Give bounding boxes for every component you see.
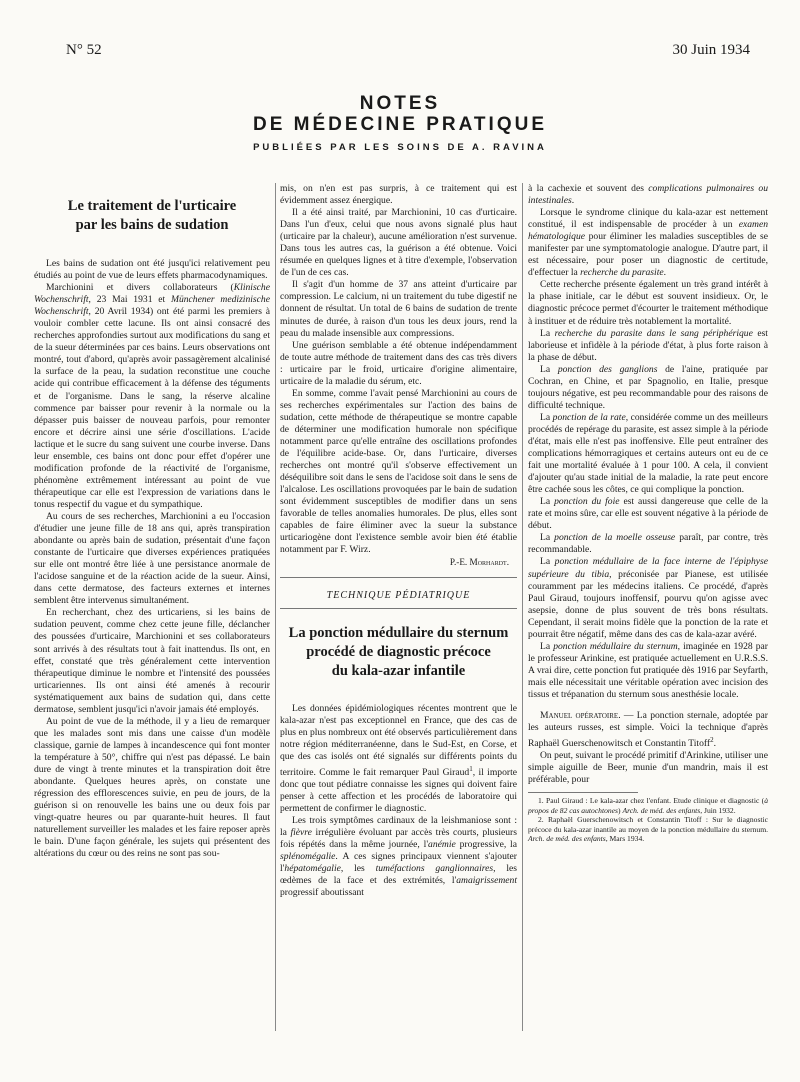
article2-continued-paragraph: La ponction médullaire du sternum, imaginée en 1928 par le professeur Arinkine, est pratiquée actuellement en U.R.S.S. A vrai dire, cette ponction fut pratiquée dès 1916 par Seyfarth, mais elle nécessitait une véritable opération avec incision des tissus et trépanation du sternum sous anesthésie locale.: [528, 640, 768, 700]
section-label: TECHNIQUE PÉDIATRIQUE: [326, 589, 471, 601]
article1-continued-paragraph: Il s'agit d'un homme de 37 ans atteint d'urticaire par compression. Le calcium, ni un traitement du tube digestif ne donnent de résultat. Un total de 6 bains de sudation de trente minutes de durée, à raison d'un tous les deux jours, rend la peau du malade insensible aux compressions.: [280, 279, 517, 339]
article2-continued-paragraph: La ponction de la moelle osseuse paraît, par contre, très recommandable.: [528, 532, 768, 556]
article1-continued-paragraph: Une guérison semblable a été obtenue indépendamment de toute autre méthode de traitement dans des cas très divers : urticaire par le froid, urticaire d'origine alimentaire, urticaire de la maladie du sérum, etc.: [280, 339, 517, 387]
column-2: [280, 183, 517, 899]
column-3: [528, 183, 768, 844]
article1-continued-paragraph: En somme, comme l'avait pensé Marchionini au cours de ses recherches expérimentales sur l'action des bains de sudation, cette méthode de thérapeutique se montre capable de déterminer une modification humorale non spécifique notamment parce qu'elle entraîne des oscillations profondes de l'équilibre acide-base. Or, dans l'urticaire, diverses recherches ont montré qu'il s'observe effectivement un déséquilibre soit dans le sens de l'acidose soit dans le sens de l'alcalose. Les oscillations provoquées par le bain de sudation sont évidemment susceptibles de modifier dans un sens favorable de telles anomalies humorales. De plus, elles sont capables de faire éliminer avec la sueur la substance urticariogène dont l'existence semble avoir bien été établie notamment par F. Wirz.: [280, 387, 517, 556]
article2-continued-paragraph: à la cachexie et souvent des complications pulmonaires ou intestinales.: [528, 183, 768, 207]
article1-title-line2: par les bains de sudation: [75, 217, 229, 233]
article2-paragraph: Les données épidémiologiques récentes montrent que le kala-azar n'est pas exceptionnel en France, que des cas de plus en plus nombreux ont été observés particulièrement dans notre région méditerranéenne, dans le Sud-Est, en Corse, et que des cas isolés ont été signalés sur différents points du territoire. Comme le fait remarquer Paul Giraud$^1$, il importe donc que tout pédiatre connaisse les signes qui doivent faire penser à cette affection et les procédés de laboratoire qui permettent de confirmer le diagnostic.: [280, 702, 517, 815]
article2-continued-paragraph: La ponction médullaire de la face interne de l'épiphyse supérieure du tibia, préconisée par Pianese, est utilisée couramment par les médecins italiens. Ce procédé, d'après Paul Giraud, toujours inoffensif, pourvu qu'on agisse avec asepsie, donne de plus souvent de très bons résultats. Cependant, il serait moins fidèle que la ponction de la rate et pourrait être négatif, même dans des cas de kala-azar avéré.: [528, 556, 769, 640]
subheading: Manuel opératoire.: [540, 710, 621, 722]
article-separator-rule: [280, 577, 517, 578]
article1-signature: P.-E. Morhardt.: [449, 557, 509, 568]
column-1: [34, 183, 270, 860]
article2-title-line3: du kala-azar infantile: [331, 662, 466, 679]
article2-continued-paragraph: La ponction de la rate, considérée comme un des meilleurs procédés de repérage du parasite, est assez simple à la période d'état, mais elle n'est pas inoffensive. Elle peut entraîner des complications hémorragiques et certains auteurs ont eu de ce fait une mortalité évaluée à 1 pour 100. A cela, il convient d'ajouter qu'au stade initial de la maladie, la rate peut encore être cachée sous les côtes, ce qui complique la ponction.: [528, 411, 768, 496]
article1-paragraph: En recherchant, chez des urticariens, si les bains de sudation peuvent, comme chez cette jeune fille, déclancher des poussées d'urticaire, Marchionini et ses collaborateurs sont arrivés à des résultats tout à fait inattendus. Ils ont, en effet, constaté que très généralement cette intervention thérapeutique diminue le nombre et l'intensité des poussées urticariennes. Ils ont ainsi été amenés à recourir systématiquement aux bains de sudation qui, dans cette dermatose, semblent jusqu'ici n'avoir jamais été employés.: [34, 607, 270, 715]
article1-continued-paragraph: mis, on n'en est pas surpris, à ce traitement qui est évidemment assez énergique.: [280, 183, 517, 207]
masthead-line2: DE MÉDECINE PRATIQUE: [252, 114, 547, 135]
footnote-ref: 1: [469, 764, 473, 773]
article1-paragraph: Au cours de ses recherches, Marchionini a eu l'occasion d'étudier une jeune fille de 18 ans qui, après transpiration abondante ou après bain de sudation, présentait d'une façon constante de l'urticaire que diverses expériences pratiquées sur elle ont montré être liée à une persistance anormale de l'acidose sanguine et de la réaction acide de la sueur. Ainsi, dans cette dermatose, des facteurs externes et internes semblent être intervenus simultanément.: [34, 510, 270, 607]
column-divider-left: [275, 183, 276, 1031]
article1-continued-paragraph: Il a été ainsi traité, par Marchionini, 10 cas d'urticaire. Dans l'un d'eux, celui que nous avons signalé plus haut (urticaire par la chaleur), aucune amélioration n'est survenue. Dans tous les autres cas, la guérison a été obtenue. Voici résumée en quelques lignes et à titre d'exemple, l'observation de l'un de ces cas.: [280, 207, 517, 279]
article2-continued-paragraph: La ponction du foie est aussi dangereuse que celle de la rate et moins sûre, car elle est souvent négative à la période de début.: [528, 496, 768, 532]
article2-continued-paragraph: La ponction des ganglions de l'aine, pratiquée par Cochran, en Chine, et par Spagnolio, en Italie, presque toujours négative, est peu recommandable pour des raisons de difficulté technique.: [528, 363, 768, 411]
article1-title-line1: Le traitement de l'urticaire: [67, 198, 237, 214]
article1-paragraph: Marchionini et divers collaborateurs (Klinische Wochenschrift, 23 Mai 1931 et Münchener medizinische Wochenschrift, 20 Avril 1934) ont été parmi les premiers à vouloir combler cette lacune. Ils ont ainsi consacré des recherches approfondies surtout aux modifications du sang et de la sueur déterminées par ces bains. Leurs observations ont montré, tout d'abord, qu'après avoir passagèrement alcalinisé la surface de la peau, la sudation reconstitue une couche acide qui contribue efficacement à la défense des téguments et de l'organisme. Dans le sang, la réserve alcaline commence par baisser pour revenir à la normale ou la dépasser puis baisser de nouveau parfois, pour remonter encore et décrire ainsi une série d'oscillations. L'acide lactique et le sucre du sang suivent une courbe inverse. Dans leur ensemble, ces bains ont donc pour effet d'opérer une modification profonde de la réactivité de l'organisme, phénomène extrêmement intéressant au point de vue thérapeutique car elle est l'expression de variations dans le tonus respectif du vague et du sympathique.: [34, 282, 270, 510]
article1-paragraph: Les bains de sudation ont été jusqu'ici relativement peu étudiés au point de vue de leurs effets pharmacodynamiques.: [34, 258, 270, 282]
issue-date: 30 Juin 1934: [672, 42, 750, 58]
article1-paragraph: Au point de vue de la méthode, il y a lieu de remarquer que les malades sont mis dans une caisse d'un modèle classique, garnie de lampes à incandescence qui font monter la température à 50°, chiffre qui n'est pas dépassé. Le bain dure de vingt à trente minutes et la transpiration doit être abondante. Quelques heures après, on constate une régression des efflorescences suivie, en peu de jours, de la guérison si on renouvelle les bains une ou deux fois par vingt-quatre heures ou par quarante-huit heures. Il faut naturellement surveiller les malades et les faire reposer après le bain. D'une façon générale, les sujets qui présentent des altérations du cœur ou des reins ne sont pas sou-: [34, 715, 270, 860]
article2-continued-paragraph: La recherche du parasite dans le sang périphérique est laborieuse et infidèle à la période d'état, à plus forte raison à la phase de début.: [528, 327, 768, 363]
column-divider-right: [522, 183, 523, 1031]
footnote-2: 2. Raphaël Guerschenowitsch et Constantin Titoff : Sur le diagnostic précoce du kala-azar inantile au moyen de la ponction médullaire du sternum. Arch. de méd. des enfants, Mars 1934.: [528, 815, 768, 844]
article2-title-line1: La ponction médullaire du sternum: [288, 624, 509, 641]
article2-paragraph: Les trois symptômes cardinaux de la leishmaniose sont : la fièvre irrégulière évoluant par accès très courts, plusieurs fois répétés dans la même journée, l'anémie progressive, la splénomégalie. A ces signes principaux viennent s'ajouter l'hépatomégalie, les tuméfactions ganglionnaires, les œdèmes de la face et des extrémités, l'amaigrissement progressif aboutissant: [280, 815, 517, 899]
footnote-1: 1. Paul Giraud : Le kala-azar chez l'enfant. Etude clinique et diagnostic (à propos de 82 cas autochtones) Arch. de méd. des enfants, Juin 1932.: [528, 796, 768, 815]
footnote-ref: 2: [710, 736, 714, 745]
footnote-rule: [528, 792, 638, 793]
masthead-line1: NOTES: [359, 93, 441, 114]
issue-number: N° 52: [66, 42, 102, 58]
article2-continued-paragraph: On peut, suivant le procédé primitif d'Arinkine, utiliser une simple aiguille de Beer, munie d'un mandrin, mais il est préférable, pour: [528, 750, 768, 786]
article2-continued-paragraph: Cette recherche présente également un très grand intérêt à la phase initiale, car le début est souvent insidieux. Or, le diagnostic précoce permet d'écourter le traitement méthodique à instituer et de réduire très notablement la mortalité.: [528, 279, 768, 327]
masthead-line3: PUBLIÉES PAR LES SOINS DE A. RAVINA: [253, 142, 547, 153]
article2-title-line2: procédé de diagnostic précoce: [306, 643, 491, 660]
section-rule: [280, 608, 517, 609]
article2-continued-paragraph: Lorsque le syndrome clinique du kala-azar est nettement constitué, il est indispensable de procéder à un examen hématologique pour éliminer les maladies susceptibles de se manifester par une symptomatologie analogue. D'autre part, il est nécessaire, pour poser un diagnostic de certitude, d'effectuer la recherche du parasite.: [528, 207, 768, 279]
article2-continued-paragraph: Manuel opératoire. — La ponction sternale, adoptée par les auteurs russes, est simple. Voici la technique d'après Raphaël Guerschenowitsch et Constantin Titoff$^2$.: [528, 710, 768, 750]
